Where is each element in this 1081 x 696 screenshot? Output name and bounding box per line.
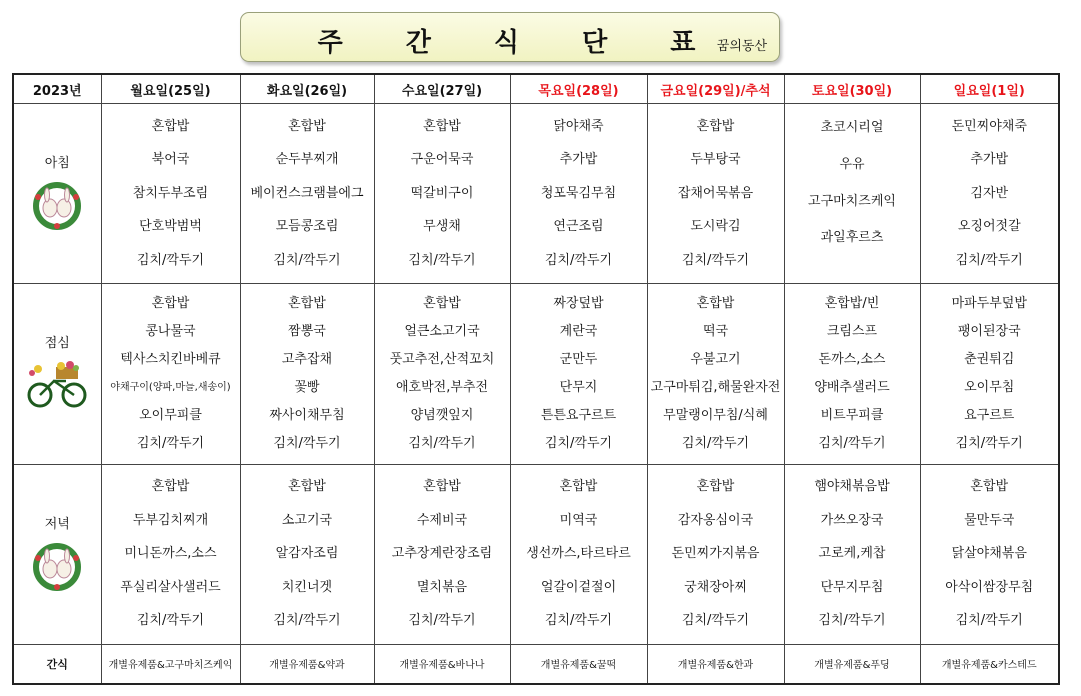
day-header: 일요일(1일) [920, 74, 1059, 104]
menu-item: 고추장계란장조림 [391, 546, 493, 562]
snack-cell: 개별유제품&약과 [240, 644, 374, 684]
menu-cell [510, 464, 647, 644]
menu-item: 돈민찌야채죽 [951, 118, 1027, 134]
meal-label: 저녁 [44, 516, 70, 532]
menu-item: 떡국 [702, 324, 729, 340]
menu-item: 짜사이채무침 [269, 407, 345, 423]
menu-item: 김치/깍두기 [136, 613, 205, 629]
menu-item: 짬뽕국 [288, 324, 326, 340]
menu-item: 김치/깍두기 [273, 613, 341, 629]
menu-item: 잡채어묵볶음 [677, 185, 754, 201]
menu-cell [374, 284, 510, 464]
menu-item: 얼갈이겉절이 [540, 579, 617, 595]
menu-item: 양배추샐러드 [814, 379, 890, 395]
menu-item: 북어국 [151, 152, 190, 168]
menu-item: 알감자조림 [275, 546, 339, 562]
menu-item: 김치/깍두기 [681, 613, 750, 629]
menu-item: 돈민찌가지볶음 [671, 546, 760, 562]
menu-item: 풋고추전,산적꼬치 [389, 352, 495, 367]
menu-item: 돈까스,소스 [818, 352, 886, 367]
day-header: 월요일(25일) [101, 74, 240, 104]
menu-item: 김치/깍두기 [408, 435, 476, 451]
menu-item: 혼합밥 [288, 296, 326, 312]
menu-item: 김치/깍두기 [544, 613, 613, 629]
menu-cell [647, 284, 784, 464]
menu-item: 텍사스치킨바베큐 [120, 352, 221, 367]
menu-cell [240, 464, 374, 644]
menu-item: 계란국 [559, 324, 598, 340]
menu-item: 연근조림 [553, 219, 604, 235]
menu-item: 닭야채죽 [553, 118, 604, 134]
menu-item: 혼합밥 [559, 479, 598, 495]
menu-item: 애호박전,부추전 [395, 379, 489, 395]
menu-item: 감자옹심이국 [677, 512, 754, 528]
menu-item: 혼합밥 [423, 118, 461, 134]
menu-item: 혼합밥/빈 [824, 296, 880, 312]
menu-item: 푸실리살사샐러드 [120, 579, 221, 595]
menu-item: 우유 [839, 156, 865, 172]
menu-item: 혼합밥 [970, 479, 1009, 495]
meal-label: 점심 [44, 336, 70, 352]
menu-item: 김치/깍두기 [955, 435, 1023, 451]
menu-cell [647, 464, 784, 644]
menu-cell [647, 104, 784, 284]
menu-item: 생선까스,타르타르 [526, 546, 631, 562]
menu-item: 초코시리얼 [820, 120, 884, 136]
year-header: 2023년 [13, 74, 101, 104]
menu-item: 김치/깍두기 [818, 435, 886, 451]
menu-item: 김치/깍두기 [681, 435, 750, 451]
menu-item: 오이무침 [964, 379, 1015, 395]
menu-item: 닭살야채볶음 [951, 546, 1027, 562]
menu-item: 크림스프 [826, 324, 878, 340]
menu-cell [240, 104, 374, 284]
snack-cell: 개별유제품&한과 [647, 644, 784, 684]
menu-item: 김치/깍두기 [818, 613, 886, 629]
menu-item: 혼합밥 [151, 296, 190, 312]
menu-item: 가쓰오장국 [820, 512, 884, 528]
menu-item: 김치/깍두기 [273, 435, 341, 451]
menu-item: 고구마튀김,해물완자전 [650, 379, 781, 395]
menu-item: 아삭이쌈장무침 [945, 579, 1034, 595]
menu-item: 고구마치즈케익 [808, 193, 896, 209]
title-banner [240, 12, 780, 62]
meal-label-cell [13, 284, 101, 464]
menu-item: 참치두부조림 [132, 185, 209, 201]
menu-item: 추가밥 [970, 152, 1009, 168]
menu-item: 군만두 [559, 352, 598, 367]
institution-name: 꿈의동산 [716, 39, 767, 54]
meal-row [13, 104, 1059, 284]
snack-cell: 개별유제품&카스테드 [920, 644, 1059, 684]
menu-item: 미역국 [559, 512, 598, 528]
snack-cell: 개별유제품&푸딩 [784, 644, 920, 684]
snack-cell: 개별유제품&바나나 [374, 644, 510, 684]
menu-item: 혼합밥 [151, 118, 190, 134]
menu-cell [784, 284, 920, 464]
bunny-wreath-icon [26, 179, 88, 235]
menu-cell [101, 464, 240, 644]
menu-item: 오이무피클 [139, 407, 202, 423]
menu-item: 오징어젓갈 [957, 219, 1021, 235]
menu-item: 김치/깍두기 [408, 613, 476, 629]
menu-item: 단무지 [559, 379, 598, 395]
menu-item: 김자반 [970, 185, 1009, 201]
menu-item: 혼합밥 [288, 118, 326, 134]
day-header: 금요일(29일)/추석 [647, 74, 784, 104]
header-row [13, 74, 1059, 104]
meal-row [13, 284, 1059, 464]
menu-item: 요구르트 [964, 407, 1015, 423]
menu-item: 얼큰소고기국 [404, 324, 480, 340]
menu-item: 떡갈비구이 [410, 185, 474, 201]
menu-item: 양념깻잎지 [410, 407, 474, 423]
menu-cell [374, 464, 510, 644]
weekly-menu-table [12, 73, 1060, 685]
menu-item: 고로케,케찹 [818, 546, 886, 562]
menu-item: 혼합밥 [696, 118, 735, 134]
meal-label-cell [13, 464, 101, 644]
menu-item: 꽃빵 [294, 379, 320, 395]
day-header: 화요일(26일) [240, 74, 374, 104]
menu-cell [510, 284, 647, 464]
menu-item: 김치/깍두기 [136, 252, 205, 268]
menu-cell [920, 104, 1059, 284]
menu-item: 단호박범벅 [139, 219, 202, 235]
day-header: 목요일(28일) [510, 74, 647, 104]
menu-item: 청포묵김무침 [540, 185, 617, 201]
menu-item: 콩나물국 [145, 324, 196, 340]
snack-cell: 개별유제품&꿀떡 [510, 644, 647, 684]
menu-item: 두부탕국 [690, 152, 741, 168]
menu-item: 물만두국 [964, 512, 1015, 528]
menu-item: 김치/깍두기 [136, 435, 205, 451]
menu-item: 햄야채볶음밥 [814, 479, 890, 495]
menu-item: 우불고기 [690, 352, 741, 367]
menu-item: 혼합밥 [151, 479, 190, 495]
menu-cell [920, 464, 1059, 644]
menu-item: 김치/깍두기 [681, 252, 750, 268]
menu-item: 수제비국 [416, 512, 468, 528]
menu-item: 추가밥 [559, 152, 598, 168]
menu-item: 팽이된장국 [957, 324, 1021, 340]
day-header: 토요일(30일) [784, 74, 920, 104]
menu-item: 춘권튀김 [964, 352, 1015, 367]
menu-item: 김치/깍두기 [955, 613, 1023, 629]
page-title: 주 간 식 단 표 [317, 28, 723, 58]
menu-item: 야채구이(양파,마늘,새송이) [110, 381, 231, 393]
menu-item: 두부김치찌개 [132, 512, 209, 528]
menu-cell [240, 284, 374, 464]
menu-item: 미니돈까스,소스 [124, 546, 217, 562]
menu-cell [784, 464, 920, 644]
menu-item: 구운어묵국 [410, 152, 474, 168]
day-header: 수요일(27일) [374, 74, 510, 104]
menu-cell [374, 104, 510, 284]
menu-item: 마파두부덮밥 [951, 296, 1027, 312]
menu-item: 도시락김 [690, 219, 741, 235]
bicycle-flower-icon [26, 359, 88, 415]
menu-item: 단무지무침 [820, 579, 884, 595]
snack-row [13, 644, 1059, 684]
menu-item: 짜장덮밥 [553, 296, 604, 312]
menu-item: 궁채장아찌 [684, 579, 747, 595]
menu-item: 김치/깍두기 [544, 435, 613, 451]
menu-item: 모듬콩조림 [275, 219, 339, 235]
menu-cell [101, 284, 240, 464]
meal-label: 아침 [44, 156, 70, 172]
menu-item: 고추잡채 [281, 352, 333, 367]
menu-item: 김치/깍두기 [408, 252, 476, 268]
menu-item: 치킨너겟 [281, 579, 333, 595]
menu-item: 소고기국 [281, 512, 333, 528]
menu-item: 과일후르츠 [820, 230, 884, 246]
snack-cell: 개별유제품&고구마치즈케익 [101, 644, 240, 684]
menu-item: 순두부찌개 [275, 152, 339, 168]
menu-item: 무말랭이무침/식혜 [663, 407, 768, 423]
menu-cell [920, 284, 1059, 464]
menu-item: 튼튼요구르트 [540, 407, 617, 423]
bunny-wreath-icon [26, 540, 88, 596]
menu-item: 베이컨스크램블에그 [250, 185, 364, 201]
snack-label: 간식 [13, 644, 101, 684]
meal-row [13, 464, 1059, 644]
menu-item: 김치/깍두기 [273, 252, 341, 268]
menu-item: 무생채 [423, 219, 461, 235]
meal-label-cell [13, 104, 101, 284]
menu-item: 혼합밥 [696, 296, 735, 312]
menu-cell [784, 104, 920, 284]
menu-item: 혼합밥 [423, 479, 461, 495]
menu-item: 김치/깍두기 [955, 252, 1023, 268]
menu-item: 멸치볶음 [416, 579, 468, 595]
menu-item: 혼합밥 [696, 479, 735, 495]
menu-item: 김치/깍두기 [544, 252, 613, 268]
menu-item: 혼합밥 [423, 296, 461, 312]
menu-cell [510, 104, 647, 284]
menu-item: 혼합밥 [288, 479, 326, 495]
menu-cell [101, 104, 240, 284]
menu-item: 비트무피클 [820, 407, 884, 423]
